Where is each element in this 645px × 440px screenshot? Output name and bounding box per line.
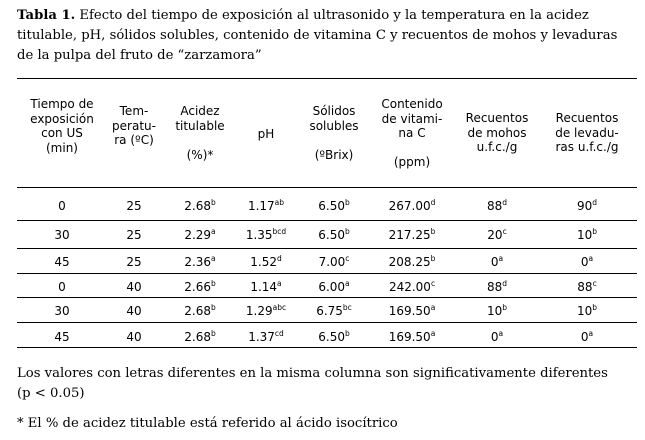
cell-value: 217.25 [388,228,431,242]
cell-value: 267.00 [388,199,431,213]
header-rule [17,187,637,188]
significance-letter: a [498,254,504,263]
column-header-line: (%)* [186,147,214,162]
column-header-5 [296,104,372,162]
column-header-4 [236,127,296,142]
caption-text-1: Efecto del tiempo de exposición al ultrasonido y la temperatura en la acidez [75,8,589,23]
column-header-line: Tem- [119,104,149,118]
cell-value: 88 [486,199,503,213]
significance-letter: b [344,227,350,236]
cell-value: 1.52 [250,255,277,269]
significance-letter: b [344,198,350,207]
cell-value: 6.00 [318,280,346,294]
cell-value: 40 [126,304,142,318]
significance-letter: cd [274,329,284,338]
table-cell [296,199,372,213]
row-rule [17,248,637,249]
table-cell [162,228,238,242]
significance-letter: a [430,303,436,312]
table-cell [539,304,635,318]
column-header-line: (ppm) [393,155,431,169]
cell-value: 208.25 [388,255,431,269]
table-cell [17,255,107,269]
column-header-line: exposición [30,111,94,126]
cell-value: 6.50 [318,199,345,213]
table-cell [453,255,541,269]
table-cell [296,228,372,242]
significance-letter: d [592,198,598,207]
cell-value: 40 [126,330,142,344]
table-cell [162,330,238,344]
column-header-line: ras u.f.c./g [555,140,619,154]
column-header-line: Recuentos [465,111,529,125]
table-cell [162,255,238,269]
table-cell [17,280,107,294]
cell-value: 10 [576,304,593,318]
column-header-line: de vitami- [381,111,443,126]
significance-letter: a [588,254,594,263]
significance-letter: b [210,198,216,207]
cell-value: 0 [58,280,66,294]
cell-value: 30 [54,304,70,318]
footnote-significance-line-1: Los valores con letras diferentes en la misma columna son significativamente diferentes [17,366,608,381]
column-header-line: Sólidos [312,104,356,118]
table-cell [236,255,296,269]
table-cell [17,304,107,318]
caption-line-3: de la pulpa del fruto de “zarzamora” [17,48,262,63]
cell-value: 0 [58,199,66,213]
table-cell [106,280,162,294]
table-cell [539,228,635,242]
cell-value: 0 [580,255,589,269]
significance-letter: a [211,227,216,236]
table-cell [236,199,296,213]
table-cell [453,228,541,242]
significance-letter: b [502,303,508,312]
column-header-line: Contenido [381,97,443,111]
table-cell [296,280,372,294]
cell-value: 25 [126,255,142,269]
cell-value: 88 [577,280,593,294]
column-header-2 [106,104,162,148]
table-cell [539,280,635,294]
column-header-1 [17,97,107,155]
cell-value: 0 [580,330,589,344]
significance-letter: d [502,279,508,288]
table-cell [236,330,296,344]
significance-letter: b [210,303,216,312]
column-header-line: (min) [46,140,78,155]
significance-letter: abc [272,303,287,312]
table-cell [369,255,455,269]
table-cell [17,330,107,344]
cell-value: 1.17 [247,199,275,213]
column-header-line: titulable [175,118,225,133]
significance-letter: a [345,279,350,288]
caption-line-1 [17,6,639,26]
table-cell [453,304,541,318]
cell-value: 6.50 [318,228,345,242]
cell-value: 45 [54,330,70,344]
row-rule [17,322,637,323]
caption-line-2: titulable, pH, sólidos solubles, contenido de vitamina C y recuentos de mohos y levaduras [17,28,618,43]
cell-value: 6.50 [318,330,345,344]
row-rule [17,347,637,348]
caption-label: Tabla 1. [17,8,76,23]
cell-value: 2.68 [184,330,211,344]
column-header-line: con US [41,126,83,140]
significance-letter: a [211,254,216,263]
table-cell [369,199,455,213]
significance-letter: a [498,329,504,338]
cell-value: 169.50 [388,330,431,344]
table-cell [106,199,162,213]
cell-value: 1.29 [245,304,273,318]
significance-letter: b [430,254,436,263]
table-cell [162,280,238,294]
significance-letter: a [430,329,436,338]
cell-value: 1.35 [245,228,273,242]
row-rule [17,273,637,274]
cell-value: 20 [487,228,503,242]
significance-letter: bcd [272,227,287,236]
table-cell [296,255,372,269]
cell-value: 1.37 [248,330,275,344]
significance-letter: ab [274,198,285,207]
column-header-line: u.f.c./g [476,140,518,154]
table-cell [369,228,455,242]
cell-value: 10 [486,304,503,318]
table-cell [106,255,162,269]
cell-value: 0 [490,330,499,344]
table-cell [236,228,296,242]
table-cell [369,304,455,318]
cell-value: 242.00 [388,280,431,294]
column-header-6 [369,97,455,170]
cell-value: 30 [54,228,70,242]
table-cell [236,304,296,318]
significance-letter: c [345,254,350,263]
column-header-line: Acidez [180,104,220,118]
column-header-line: peratu- [112,118,156,133]
table-cell [539,255,635,269]
cell-value: 25 [126,199,142,213]
column-header-line: Tiempo de [30,97,94,111]
table-cell [106,330,162,344]
cell-value: 0 [490,255,499,269]
table-cell [539,199,635,213]
cell-value: 90 [576,199,593,213]
cell-value: 1.14 [250,280,278,294]
significance-letter: b [430,227,436,236]
column-header-line [162,133,238,148]
table-cell [539,330,635,344]
column-header-line: (ºBrix) [314,147,354,162]
significance-letter: b [592,303,598,312]
significance-letter: b [344,329,350,338]
column-header-line: solubles [309,118,359,133]
significance-letter: d [430,198,436,207]
cell-value: 10 [576,228,593,242]
table-cell [453,330,541,344]
cell-value: 2.66 [184,280,211,294]
cell-value: 88 [486,280,503,294]
footnote-acidity: * El % de acidez titulable está referido al ácido isocítrico [17,416,398,431]
table-cell [236,280,296,294]
table-cell [106,304,162,318]
table-cell [162,199,238,213]
table-cell [106,228,162,242]
cell-value: 6.75 [316,304,343,318]
significance-letter: c [502,227,507,236]
significance-letter: d [502,198,508,207]
table-cell [17,199,107,213]
cell-value: 7.00 [318,255,346,269]
footnote-significance [17,364,608,404]
significance-letter: a [588,329,594,338]
row-rule [17,297,637,298]
cell-value: 45 [54,255,70,269]
significance-letter: d [276,254,282,263]
significance-letter: b [592,227,598,236]
column-header-7 [453,111,541,155]
significance-letter: b [210,279,216,288]
table-cell [17,228,107,242]
cell-value: 169.50 [388,304,431,318]
table-cell [162,304,238,318]
column-header-line [369,141,455,156]
column-header-line: de levadu- [555,125,619,140]
column-header-3 [162,104,238,162]
column-header-line: pH [257,127,275,141]
significance-letter: c [592,279,597,288]
column-header-line: na C [398,126,426,140]
footnote-significance-line-2: (p < 0.05) [17,386,85,401]
table-cell [453,199,541,213]
cell-value: 2.36 [184,255,212,269]
cell-value: 40 [126,280,142,294]
table-cell [296,304,372,318]
column-header-line: ra (ºC) [114,133,154,147]
column-header-8 [539,111,635,155]
column-header-line: Recuentos [555,111,619,125]
cell-value: 2.68 [184,304,211,318]
table-caption [17,6,639,66]
significance-letter: a [277,279,282,288]
top-rule [17,78,637,79]
table-cell [369,280,455,294]
significance-letter: c [430,279,436,288]
table-cell [453,280,541,294]
column-header-line: de mohos [467,125,527,140]
significance-letter: b [210,329,216,338]
cell-value: 2.68 [184,199,211,213]
column-header-line [296,133,372,148]
table-cell [296,330,372,344]
cell-value: 2.29 [184,228,212,242]
table-cell [369,330,455,344]
significance-letter: bc [342,303,352,312]
cell-value: 25 [126,228,142,242]
row-rule [17,220,637,221]
